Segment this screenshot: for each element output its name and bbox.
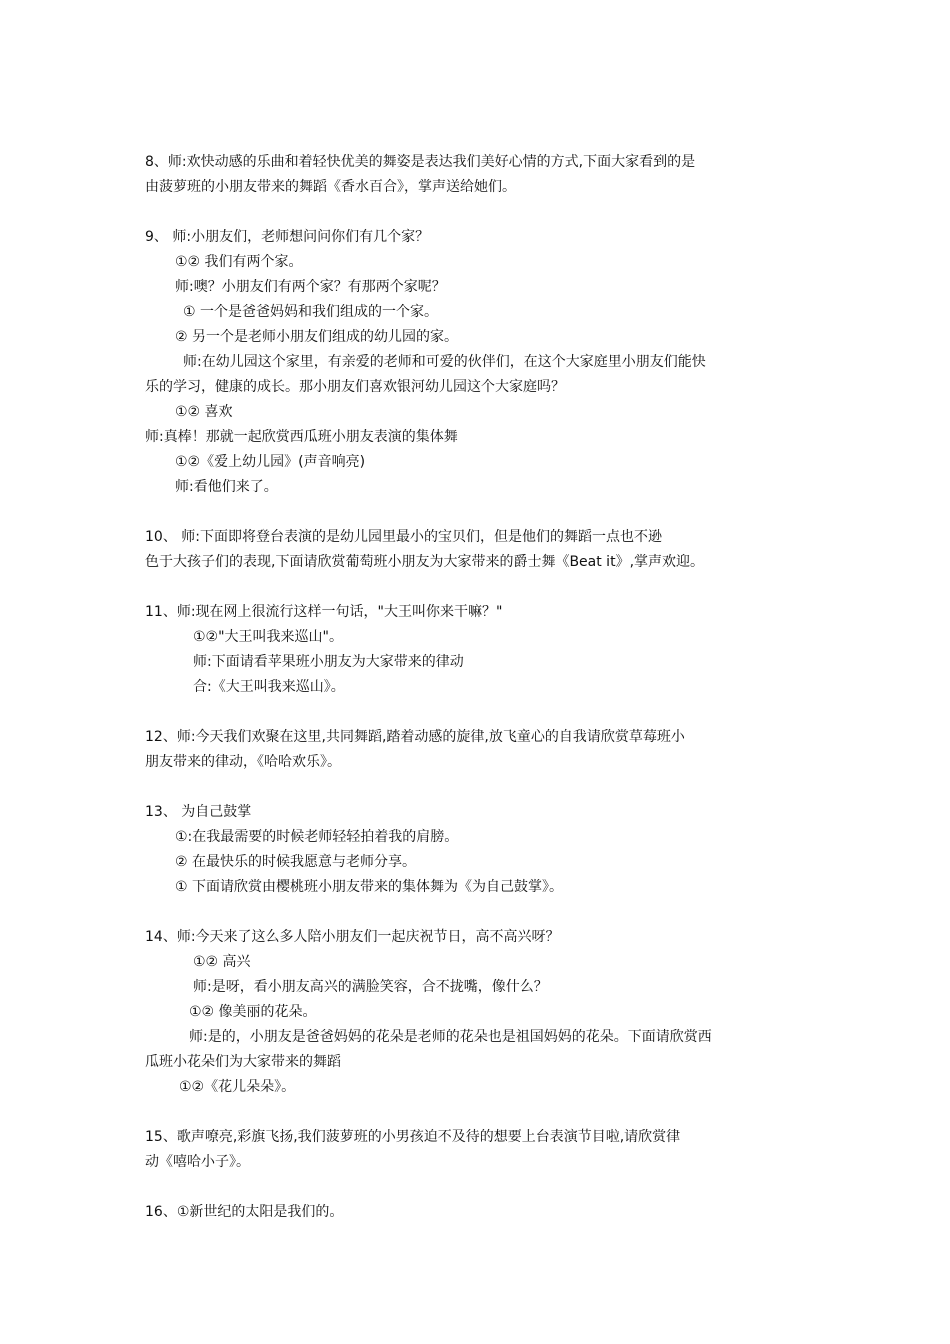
item-13-line-1: 13、 为自己鼓掌 — [145, 804, 252, 820]
item-8-line-2: 由菠萝班的小朋友带来的舞蹈《香水百合》，掌声送给她们。 — [145, 179, 516, 195]
item-11-line-4: 合:《大王叫我来巡山》。 — [193, 679, 345, 695]
item-9-line-3: 师:噢？小朋友们有两个家？有那两个家呢？ — [175, 279, 446, 295]
item-11-line-2: ①②"大王叫我来巡山"。 — [193, 629, 343, 645]
item-14-line-3: 师:是呀，看小朋友高兴的满脸笑容，合不拢嘴，像什么？ — [193, 979, 548, 995]
item-16-line-1: 16、①新世纪的太阳是我们的。 — [145, 1204, 344, 1220]
item-9-line-2: ①② 我们有两个家。 — [175, 254, 303, 270]
item-8-line-1: 8、师:欢快动感的乐曲和着轻快优美的舞姿是表达我们美好心情的方式,下面大家看到的是 — [145, 154, 696, 170]
item-15-line-2: 动《嘻哈小子》。 — [145, 1154, 250, 1170]
item-14-line-7: ①②《花儿朵朵》。 — [179, 1079, 296, 1095]
item-10-line-2: 色于大孩子们的表现,下面请欣赏葡萄班小朋友为大家带来的爵士舞《Beat it》,掌声欢迎。 — [145, 554, 705, 570]
item-13-line-2: ①:在我最需要的时候老师轻轻拍着我的肩膀。 — [175, 829, 459, 845]
item-10-line-1: 10、 师:下面即将登台表演的是幼儿园里最小的宝贝们，但是他们的舞蹈一点也不逊 — [145, 529, 662, 545]
item-9-line-1: 9、 师:小朋友们，老师想问问你们有几个家？ — [145, 229, 430, 245]
item-9-line-6: 师:在幼儿园这个家里，有亲爱的老师和可爱的伙伴们，在这个大家庭里小朋友们能快 — [183, 354, 706, 370]
item-14-line-2: ①② 高兴 — [193, 954, 251, 970]
item-14-line-6: 瓜班小花朵们为大家带来的舞蹈 — [145, 1054, 341, 1070]
item-14-line-5: 师:是的，小朋友是爸爸妈妈的花朵是老师的花朵也是祖国妈妈的花朵。下面请欣赏西 — [189, 1029, 712, 1045]
item-9-line-11: 师:看他们来了。 — [175, 479, 278, 495]
item-9-line-8: ①② 喜欢 — [175, 404, 233, 420]
item-11-line-1: 11、师:现在网上很流行这样一句话，"大王叫你来干嘛？" — [145, 604, 503, 620]
item-15-line-1: 15、歌声嘹亮,彩旗飞扬,我们菠萝班的小男孩迫不及待的想要上台表演节目啦,请欣赏律 — [145, 1129, 681, 1145]
item-9-line-9: 师:真棒！那就一起欣赏西瓜班小朋友表演的集体舞 — [145, 429, 458, 445]
item-11-line-3: 师:下面请看苹果班小朋友为大家带来的律动 — [193, 654, 464, 670]
item-12-line-2: 朋友带来的律动，《哈哈欢乐》。 — [145, 754, 341, 770]
item-13-line-4: ① 下面请欣赏由樱桃班小朋友带来的集体舞为《为自己鼓掌》。 — [175, 879, 563, 895]
item-9-line-5: ② 另一个是老师小朋友们组成的幼儿园的家。 — [175, 329, 458, 345]
item-14-line-4: ①② 像美丽的花朵。 — [189, 1004, 317, 1020]
item-9-line-4: ① 一个是爸爸妈妈和我们组成的一个家。 — [183, 304, 438, 320]
document-page — [145, 150, 810, 1225]
item-13-line-3: ② 在最快乐的时候我愿意与老师分享。 — [175, 854, 416, 870]
item-14-line-1: 14、师:今天来了这么多人陪小朋友们一起庆祝节日，高不高兴呀？ — [145, 929, 560, 945]
item-12-line-1: 12、师:今天我们欢聚在这里,共同舞蹈,踏着动感的旋律,放飞童心的自我请欣赏草莓班小 — [145, 729, 685, 745]
item-9-line-10: ①②《爱上幼儿园》(声音响亮) — [175, 454, 366, 470]
item-9-line-7: 乐的学习，健康的成长。那小朋友们喜欢银河幼儿园这个大家庭吗？ — [145, 379, 565, 395]
